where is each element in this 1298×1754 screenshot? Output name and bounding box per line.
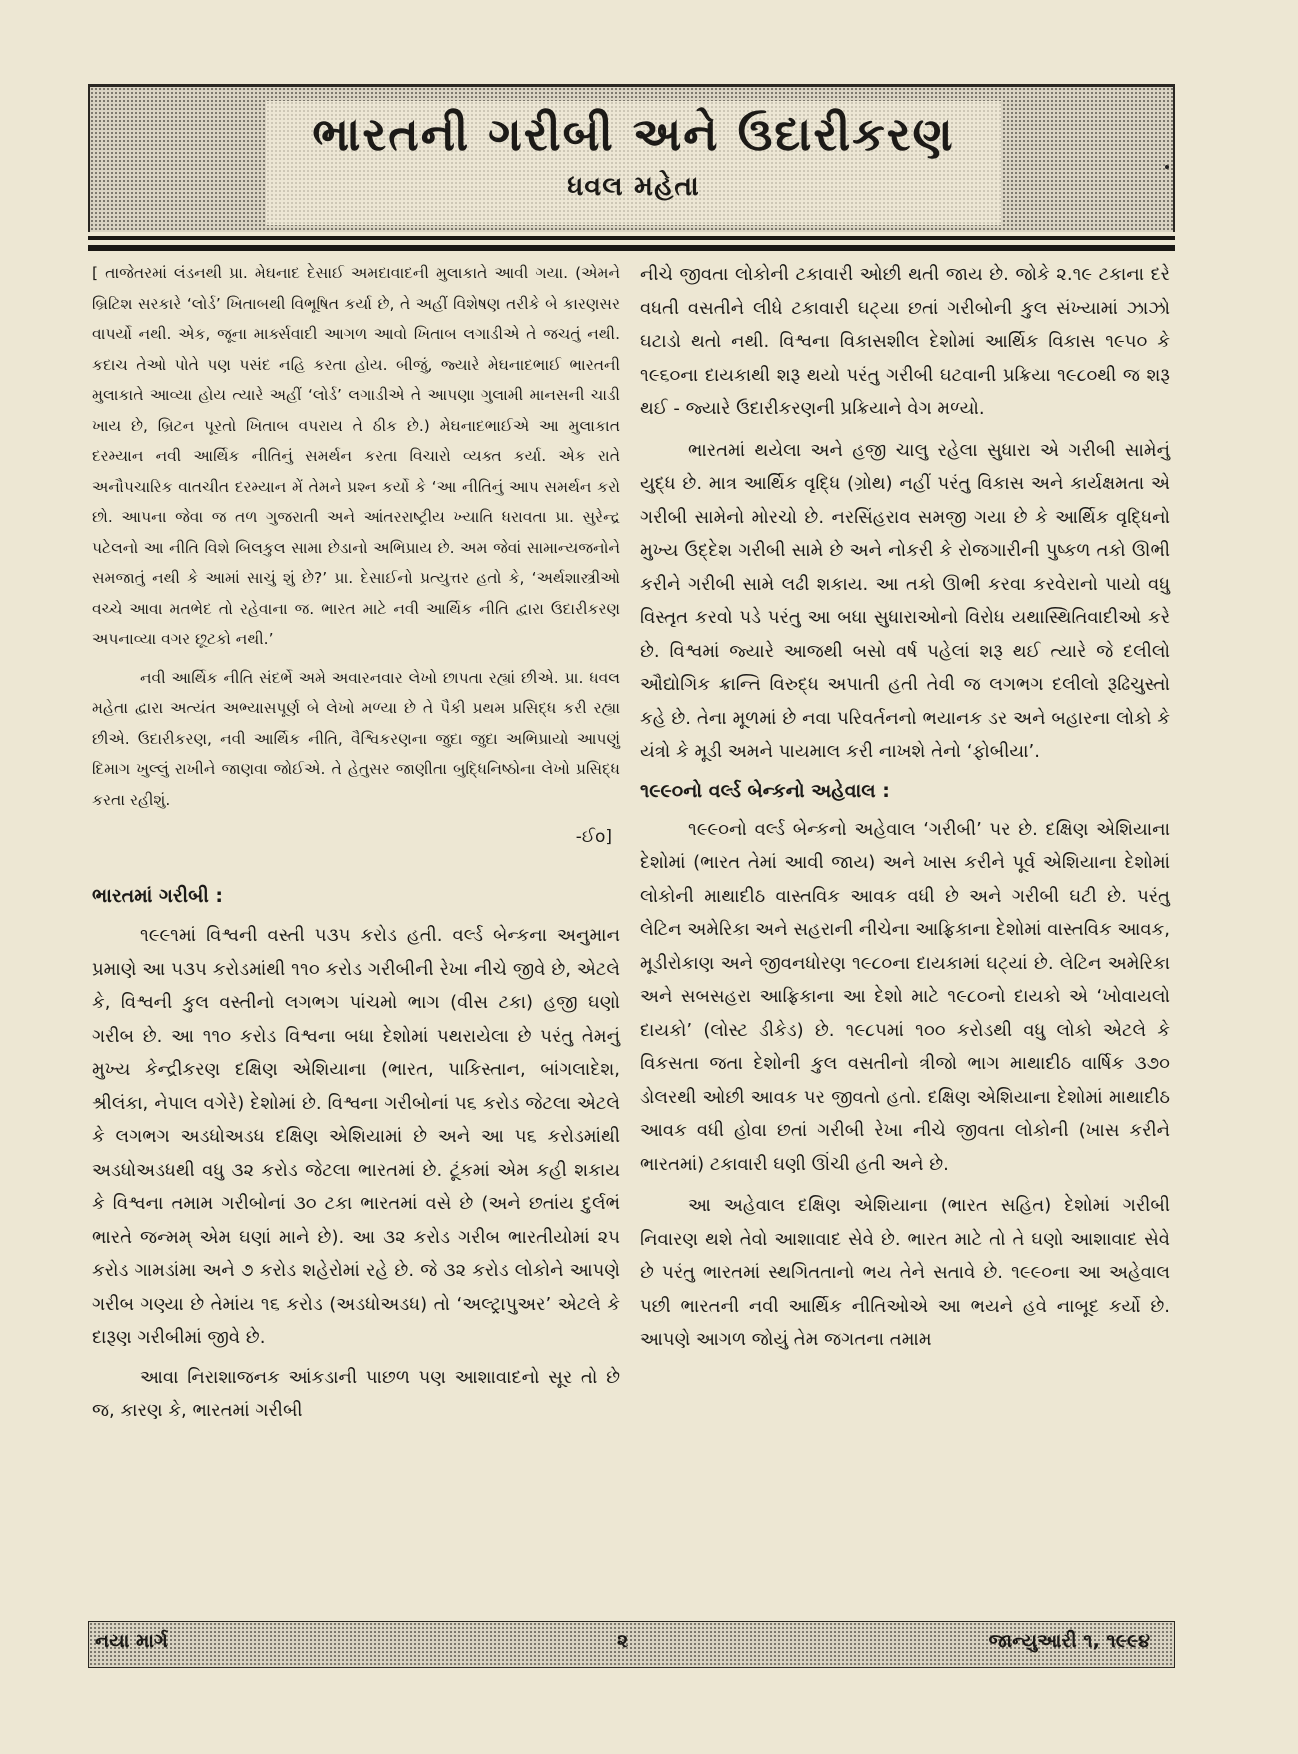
editor-signature: -ઈo] [575,827,612,847]
publication-name: નયા માર્ગ [95,1630,168,1652]
paragraph: નીચે જીવતા લોકોની ટકાવારી ઓછી થતી જાય છે. જોકે ૨.૧૯ ટકાના દરે વધતી વસતીને લીધે ટકાવારી ઘટ્યા છતાં ગરીબોની કુલ સંખ્યામાં ઝાઝો ઘટાડો થતો નથી. વિશ્વના વિકાસશીલ દેશોમાં આર્થિક વિકાસ ૧૯૫૦ કે ૧૯૬૦ના દાયકાથી શરૂ થયો પરંતુ ગરીબી ઘટવાની પ્રક્રિયા ૧૯૮૦થી જ શરૂ થઈ - જ્યારે ઉદારીકરણની પ્રક્રિયાને વેગ મળ્યો. [640,264,1170,419]
section-heading-world-bank: ૧૯૯૦નો વર્લ્ડ બેન્કનો અહેવાલ : [640,779,890,802]
paragraph: આવા નિરાશાજનક આંકડાની પાછળ પણ આશાવાદનો સૂર તો છે જ, કારણ કે, ભારતમાં ગરીબી [92,1366,620,1421]
page-footer [88,1621,1175,1668]
section-heading-poverty: ભારતમાં ગરીબી : [92,885,223,907]
paragraph: ૧૯૯૦નો વર્લ્ડ બેન્કનો અહેવાલ ‘ગરીબી’ પર છે. દક્ષિણ એશિયાના દેશોમાં (ભારત તેમાં આવી જાય) અને ખાસ કરીને પૂર્વ એશિયાના દેશોમાં લોકોની માથાદીઠ વાસ્તવિક આવક વધી છે અને ગરીબી ઘટી છે. પરંતુ લેટિન અમેરિકા અને સહરાની નીચેના આફ્રિકાના દેશોમાં વાસ્તવિક આવક, મૂડીરોકાણ અને જીવનધોરણ ૧૯૮૦ના દાયકામાં ઘટ્યાં છે. લેટિન અમેરિકા અને સબસહરા આફ્રિકાના આ દેશો માટે ૧૯૮૦નો દાયકો એ ‘ખોવાયલો દાયકો’ (લોસ્ટ ડીકેડ) છે. ૧૯૮૫માં ૧૦૦ કરોડથી વધુ લોકો એટલે કે વિકસતા જતા દેશોની કુલ વસતીનો ત્રીજો ભાગ માથાદીઠ વાર્ષિક ૩૭૦ ડોલરથી ઓછી આવક પર જીવતો હતો. દક્ષિણ એશિયાના દેશોમાં માથાદીઠ આવક વધી હોવા છતાં ગરીબી રેખા નીચે જીવતા લોકોની (ખાસ કરીને ભારતમાં) ટકાવારી ઘણી ઊંચી હતી અને છે. [640,818,1170,1175]
article-title: ભારતની ગરીબી અને ઉદારીકરણ [312,107,955,161]
divider-rule [88,236,1175,240]
page-number: ૨ [617,1630,629,1652]
right-column [640,258,1170,1357]
editor-note: [ તાજેતરમાં લંડનથી પ્રા. મેઘનાદ દેસાઈ અમદાવાદની મુલાકાતે આવી ગયા. (એમને બ્રિટિશ સરકારે ‘લોર્ડ’ ખિતાબથી વિભૂષિત કર્યા છે, તે અહીં વિશેષણ તરીકે બે કારણસર વાપર્યો નથી. એક, જૂના માર્ક્સવાદી આગળ આવો ખિતાબ લગાડીએ તે જચતું નથી. કદાચ તેઓ પોતે પણ પસંદ નહિ કરતા હોય. બીજું, જ્યારે મેઘનાદભાઈ ભારતની મુલાકાતે આવ્યા હોય ત્યારે અહીં ‘લોર્ડ’ લગાડીએ તે આપણા ગુલામી માનસની ચાડી ખાય છે, બ્રિટન પૂરતો ખિતાબ વપરાય તે ઠીક છે.) મેઘનાદભાઈએ આ મુલાકાત દરમ્યાન નવી આર્થિક નીતિનું સમર્થન કરતા વિચારો વ્યક્ત કર્યા. એક રાતે અનૌપચારિક વાતચીત દરમ્યાન મેં તેમને પ્રશ્ન કર્યો કે ‘આ નીતિનું આપ સમર્થન કરો છો. આપના જેવા જ તળ ગુજરાતી અને આંતરરાષ્ટ્રીય ખ્યાતિ ધરાવતા પ્રા. સુરેન્દ્ર પટેલનો આ નીતિ વિશે બિલકુલ સામા છેડાનો અભિપ્રાય છે. અમ જેવાં સામાન્યજનોને સમજાતું નથી કે આમાં સાચું શું છે?’ પ્રા. દેસાઈનો પ્રત્યુત્તર હતો કે, ‘અર્થશાસ્ત્રીઓ વચ્ચે આવા મતભેદ તો રહેવાના જ. ભારત માટે નવી આર્થિક નીતિ દ્વારા ઉદારીકરણ અપનાવ્યા વગર છૂટકો નથી.’ [92,264,620,648]
divider-rule-thick [88,245,1175,251]
left-column [92,258,620,1428]
issue-date: જાન્યુઆરી ૧, ૧૯૯૪ [988,1630,1150,1652]
paragraph: આ અહેવાલ દક્ષિણ એશિયાના (ભારત સહિત) દેશોમાં ગરીબી નિવારણ થશે તેવો આશાવાદ સેવે છે. ભારત માટે તો તે ઘણો આશાવાદ સેવે છે પરંતુ ભારતમાં સ્થગિતતાનો ભય તેને સતાવે છે. ૧૯૯૦ના આ અહેવાલ પછી ભારતની નવી આર્થિક નીતિઓએ આ ભયને હવે નાબૂદ કર્યો છે. આપણે આગળ જોયું તેમ જગતના તમામ [640,1195,1170,1350]
paragraph: ભારતમાં થયેલા અને હજી ચાલુ રહેલા સુધારા એ ગરીબી સામેનું યુદ્ધ છે. માત્ર આર્થિક વૃદ્ધિ (ગ્રોથ) નહીં પરંતુ વિકાસ અને કાર્યક્ષમતા એ ગરીબી સામેનો મોરચો છે. નરસિંહરાવ સમજી ગયા છે કે આર્થિક વૃદ્ધિનો મુખ્ય ઉદ્દેશ ગરીબી સામે છે અને નોકરી કે રોજગારીની પુષ્કળ તકો ઊભી કરીને ગરીબી સામે લઢી શકાય. આ તકો ઊભી કરવા કરવેરાનો પાયો વધુ વિસ્તૃત કરવો પડે પરંતુ આ બધા સુધારાઓનો વિરોધ યથાસ્થિતિવાદીઓ કરે છે. વિશ્વમાં જ્યારે આજથી બસો વર્ષ પહેલાં શરૂ થઈ ત્યારે જે દલીલો ઔદ્યોગિક ક્રાન્તિ વિરુદ્ધ અપાતી હતી તેવી જ લગભગ દલીલો રૂઢિચુસ્તો કહે છે. તેના મૂળમાં છે નવા પરિવર્તનનો ભયાનક ડર અને બહારના લોકો કે યંત્રો કે મૂડી અમને પાયમાલ કરી નાખશે તેનો ‘ફોબીયા’. [640,439,1170,762]
paragraph: ૧૯૯૧માં વિશ્વની વસ્તી ૫૩૫ કરોડ હતી. વર્લ્ડ બેન્કના અનુમાન પ્રમાણે આ ૫૩૫ કરોડમાંથી ૧૧૦ કરોડ ગરીબીની રેખા નીચે જીવે છે, એટલે કે, વિશ્વની કુલ વસ્તીનો લગભગ પાંચમો ભાગ (વીસ ટકા) હજી ઘણો ગરીબ છે. આ ૧૧૦ કરોડ વિશ્વના બધા દેશોમાં પથરાયેલા છે પરંતુ તેમનું મુખ્ય કેન્દ્રીકરણ દક્ષિણ એશિયાના (ભારત, પાકિસ્તાન, બાંગલાદેશ, શ્રીલંકા, નેપાલ વગેરે) દેશોમાં છે. વિશ્વના ગરીબોનાં ૫૬ કરોડ જેટલા એટલે કે લગભગ અડધોઅડધ દક્ષિણ એશિયામાં છે અને આ ૫૬ કરોડમાંથી અડધોઅડધથી વધુ ૩૨ કરોડ જેટલા ભારતમાં છે. ટૂંકમાં એમ કહી શકાય કે વિશ્વના તમામ ગરીબોનાં ૩૦ ટકા ભારતમાં વસે છે (અને છતાંય દુર્લભં ભારતે જન્મમ્ એમ ઘણાં માને છે). આ ૩૨ કરોડ ગરીબ ભારતીયોમાં ૨૫ કરોડ ગામડાંમા અને ૭ કરોડ શહેરોમાં રહે છે. જે ૩૨ કરોડ લોકોને આપણે ગરીબ ગણ્યા છે તેમાંય ૧૬ કરોડ (અડધોઅડધ) તો ‘અલ્ટ્રાપુઅર’ એટલે કે દારૂણ ગરીબીમાં જીવે છે. [92,925,620,1348]
author-name: ધવલ મહેતા [567,171,700,202]
title-box [266,101,1001,225]
masthead [88,84,1175,232]
page-speck [1165,165,1169,169]
editor-note-continued: નવી આર્થિક નીતિ સંદર્ભે અમે અવારનવાર લેખો છાપતા રહ્યાં છીએ. પ્રા. ધવલ મહેતા દ્વારા અત્યંત અભ્યાસપૂર્ણ બે લેખો મળ્યા છે તે પૈકી પ્રથમ પ્રસિદ્ધ કરી રહ્યા છીએ. ઉદારીકરણ, નવી આર્થિક નીતિ, વૈશ્વિકરણના જુદા જુદા અભિપ્રાયો આપણું દિમાગ ખુલ્લું રાખીને જાણવા જોઈએ. તે હેતુસર જાણીતા બુદ્ધિનિષ્ઠોના લેખો પ્રસિદ્ધ કરતા રહીશું. [92,668,620,809]
